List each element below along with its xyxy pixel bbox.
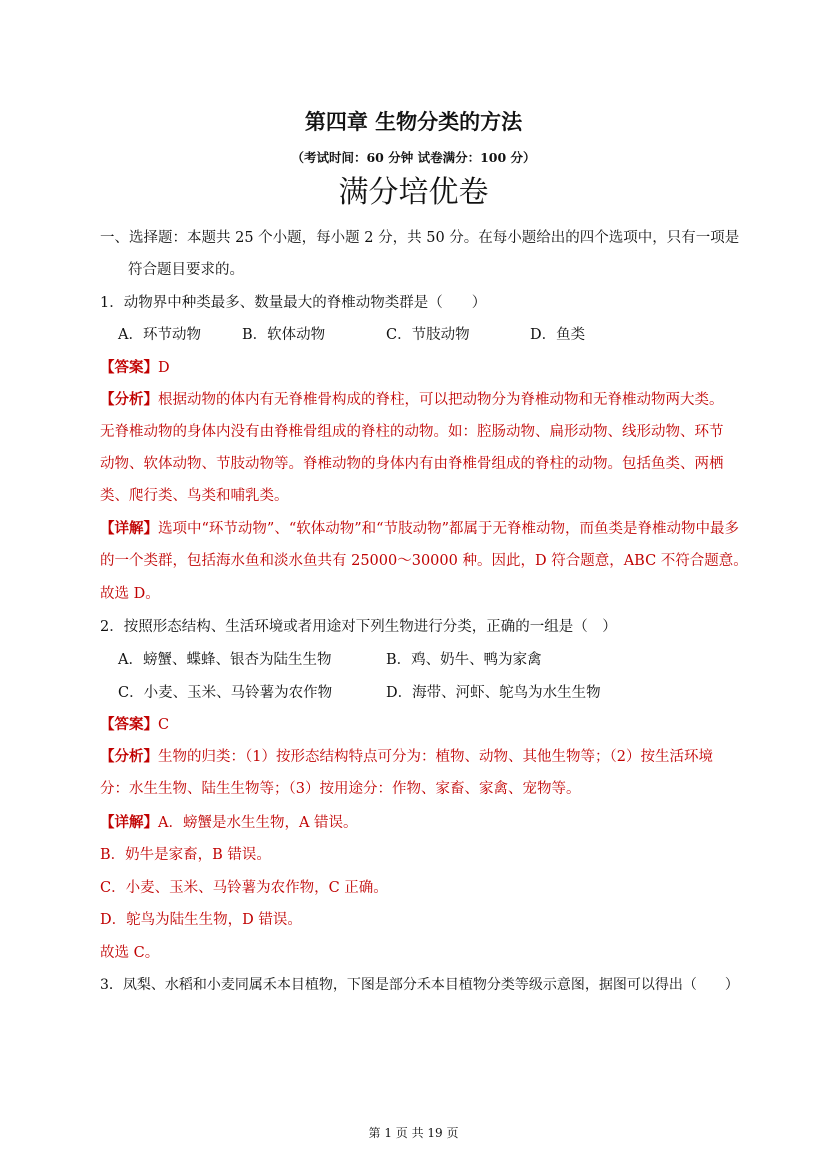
q2-analysis-text: 生物的归类：（1）按形态结构特点可分为：植物、动物、其他生物等；（2）按生活环境: [158, 749, 713, 765]
q2-detail-a: A．螃蟹是水生生物，A 错误。: [158, 815, 358, 831]
q1-answer: [100, 356, 170, 377]
section-instruction-line2: 符合题目要求的。: [128, 262, 244, 278]
detail-tag: 【详解】: [100, 814, 158, 831]
answer-tag: 【答案】: [100, 359, 158, 376]
q1-analysis-line3: 动物、软体动物、节肢动物等。脊椎动物的身体内有由脊椎骨组成的脊柱的动物。包括鱼类、两栖: [100, 456, 724, 472]
q2-option-a: A．螃蟹、蝶蜂、银杏为陆生生物: [118, 652, 332, 668]
q2-detail-line1: [100, 811, 358, 832]
q1-analysis-text: 根据动物的体内有无脊椎骨构成的脊柱，可以把动物分为脊椎动物和无脊椎动物两大类。: [158, 392, 724, 408]
q2-option-b: B．鸡、奶牛、鸭为家禽: [386, 652, 542, 668]
banner-title: 满分培优卷: [338, 175, 489, 210]
q2-detail-b: B．奶牛是家畜，B 错误。: [100, 847, 271, 863]
analysis-tag: 【分析】: [100, 391, 158, 408]
q1-stem: 1．动物界中种类最多、数量最大的脊椎动物类群是（ ）: [100, 295, 487, 311]
q2-option-c: C．小麦、玉米、马铃薯为农作物: [118, 685, 333, 701]
q1-analysis-line4: 类、爬行类、鸟类和哺乳类。: [100, 488, 289, 504]
q2-analysis-line1: [100, 745, 713, 766]
q1-option-c: C．节肢动物: [386, 327, 470, 343]
q1-detail-line1: [100, 517, 739, 538]
q1-analysis-line1: [100, 388, 724, 409]
detail-tag: 【详解】: [100, 520, 158, 537]
q2-detail-c: C．小麦、玉米、马铃薯为农作物，C 正确。: [100, 880, 388, 896]
q1-detail-text: 选项中“环节动物”、“软体动物”和“节肢动物”都属于无脊椎动物，而鱼类是脊椎动物中最多: [158, 521, 739, 537]
q1-option-d: D．鱼类: [530, 327, 586, 343]
section-instruction-line1: 一、选择题：本题共 25 个小题，每小题 2 分，共 50 分。在每小题给出的四个选项中，只有一项是: [100, 230, 740, 246]
q2-stem: 2．按照形态结构、生活环境或者用途对下列生物进行分类，正确的一组是（ ）: [100, 619, 617, 635]
analysis-tag: 【分析】: [100, 748, 158, 765]
page-title: 第四章 生物分类的方法: [304, 109, 523, 134]
q2-conclusion: 故选 C。: [100, 945, 160, 961]
q1-conclusion: 故选 D。: [100, 586, 160, 602]
q3-stem: 3．凤梨、水稻和小麦同属禾本目植物，下图是部分禾本目植物分类等级示意图，据图可以得出（ ）: [100, 977, 739, 993]
q2-option-d: D．海带、河虾、鸵鸟为水生生物: [386, 685, 601, 701]
q1-option-b: B．软体动物: [242, 327, 326, 343]
q1-analysis-line2: 无脊椎动物的身体内没有由脊椎骨组成的脊柱的动物。如：腔肠动物、扁形动物、线形动物、环节: [100, 424, 724, 440]
q1-option-a: A．环节动物: [118, 327, 201, 343]
q2-analysis-line2: 分：水生生物、陆生生物等；（3）按用途分：作物、家畜、家禽、宠物等。: [100, 781, 581, 797]
q2-answer: [100, 713, 169, 734]
page-number: 第 1 页 共 19 页: [368, 1126, 459, 1140]
q1-detail-line2: 的一个类群，包括海水鱼和淡水鱼共有 25000～30000 种。因此，D 符合题意，ABC 不符合题意。: [100, 553, 748, 569]
q2-answer-value: C: [158, 717, 170, 733]
exam-info: （考试时间：60 分钟 试卷满分：100 分）: [291, 150, 536, 165]
q1-answer-value: D: [158, 360, 170, 376]
answer-tag: 【答案】: [100, 716, 158, 733]
q2-detail-d: D．鸵鸟为陆生生物，D 错误。: [100, 912, 302, 928]
